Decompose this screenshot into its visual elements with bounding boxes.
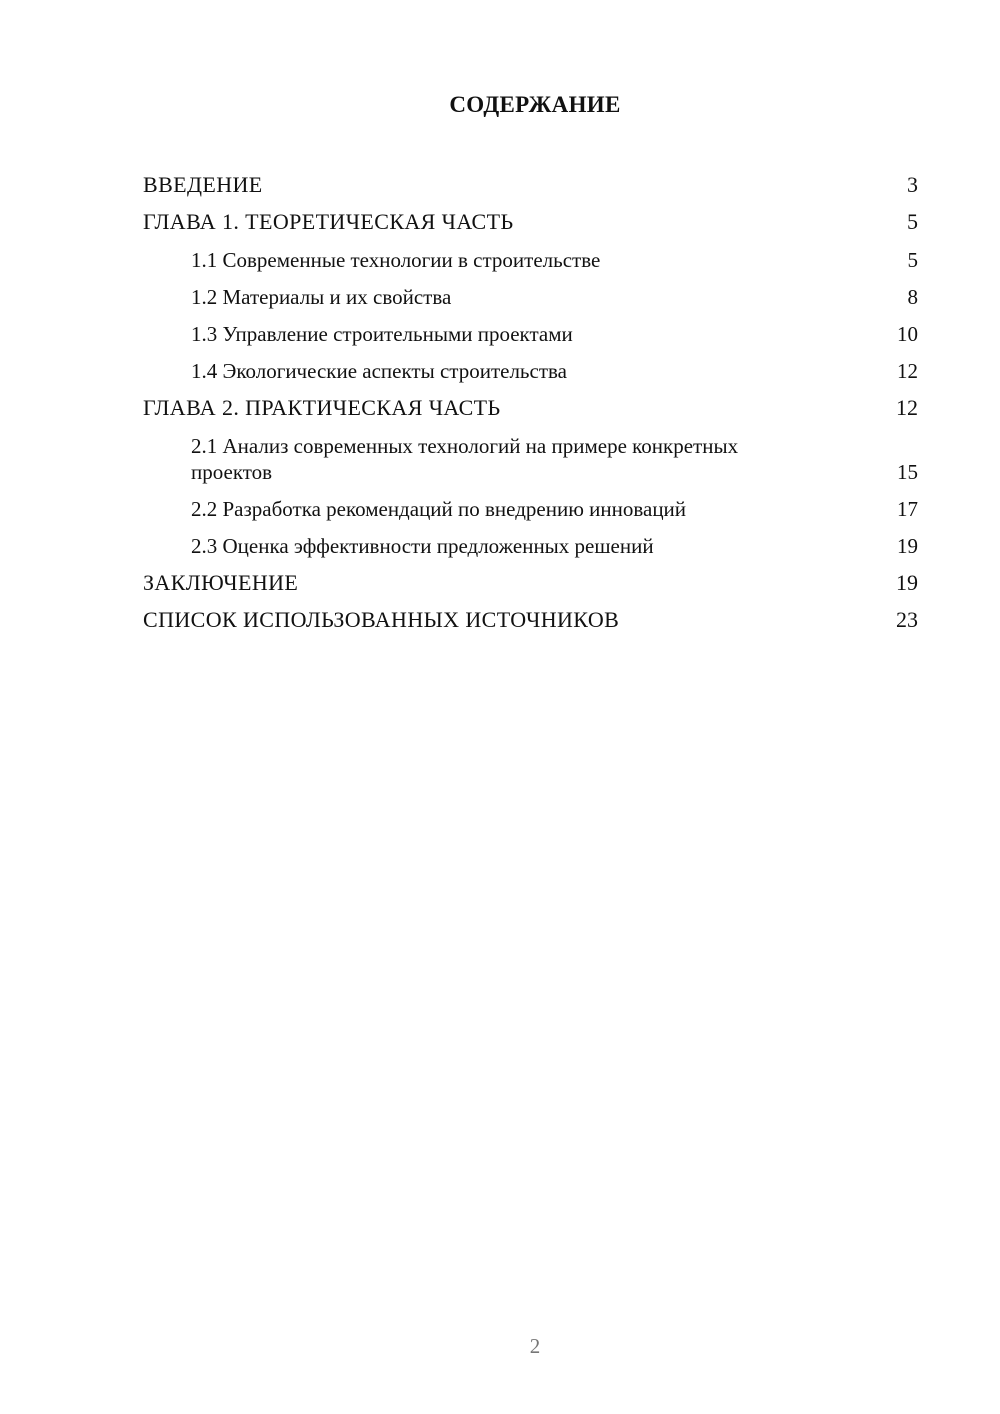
toc-entry-page: 15 bbox=[897, 460, 918, 484]
toc-entry bbox=[191, 433, 918, 485]
toc-entry-page: 19 bbox=[896, 570, 918, 595]
toc-entry-label: 1.3 Управление строительными проектами bbox=[191, 322, 573, 346]
toc-entry bbox=[143, 570, 918, 596]
toc-entry-page: 10 bbox=[897, 322, 918, 346]
toc-entry-label: 2.2 Разработка рекомендаций по внедрению инноваций bbox=[191, 497, 687, 521]
toc-entry bbox=[191, 321, 918, 347]
toc-entry bbox=[191, 247, 918, 273]
toc-entry-label: 1.1 Современные технологии в строительстве bbox=[191, 248, 601, 272]
toc-entry bbox=[143, 172, 918, 198]
toc-entry-label: 2.3 Оценка эффективности предложенных решений bbox=[191, 534, 654, 558]
toc-entry-page: 8 bbox=[907, 285, 918, 309]
toc-entry-page: 12 bbox=[896, 395, 918, 420]
toc-entry-label: ГЛАВА 1. ТЕОРЕТИЧЕСКАЯ ЧАСТЬ bbox=[143, 209, 514, 234]
toc-entry-page: 17 bbox=[897, 497, 918, 521]
toc-entry-page: 23 bbox=[896, 607, 918, 632]
toc-entry bbox=[143, 607, 918, 633]
page-number: 2 bbox=[529, 1334, 541, 1358]
toc-entry-label: ГЛАВА 2. ПРАКТИЧЕСКАЯ ЧАСТЬ bbox=[143, 395, 501, 420]
toc-entry bbox=[191, 496, 918, 522]
toc-entry-page: 12 bbox=[897, 359, 918, 383]
toc-entry bbox=[191, 358, 918, 384]
toc-entry-label: ЗАКЛЮЧЕНИЕ bbox=[143, 570, 299, 595]
toc-entry-page: 3 bbox=[907, 172, 918, 197]
toc-entry bbox=[191, 284, 918, 310]
toc-entry bbox=[143, 209, 918, 235]
toc-entry-label: СПИСОК ИСПОЛЬЗОВАННЫХ ИСТОЧНИКОВ bbox=[143, 607, 620, 632]
toc-title: СОДЕРЖАНИЕ bbox=[449, 92, 621, 117]
toc-entry-label: 1.2 Материалы и их свойства bbox=[191, 285, 452, 309]
toc-entry-page: 5 bbox=[907, 209, 918, 234]
toc-entry-label: 1.4 Экологические аспекты строительства bbox=[191, 359, 567, 383]
toc-entry-page: 19 bbox=[897, 534, 918, 558]
toc-entry-page: 5 bbox=[907, 248, 918, 272]
toc-entry bbox=[191, 533, 918, 559]
toc-entry-label: 2.1 Анализ современных технологий на примере конкретных проектов bbox=[191, 434, 739, 484]
toc-entry-label: ВВЕДЕНИЕ bbox=[143, 172, 263, 197]
toc-entry bbox=[143, 395, 918, 421]
